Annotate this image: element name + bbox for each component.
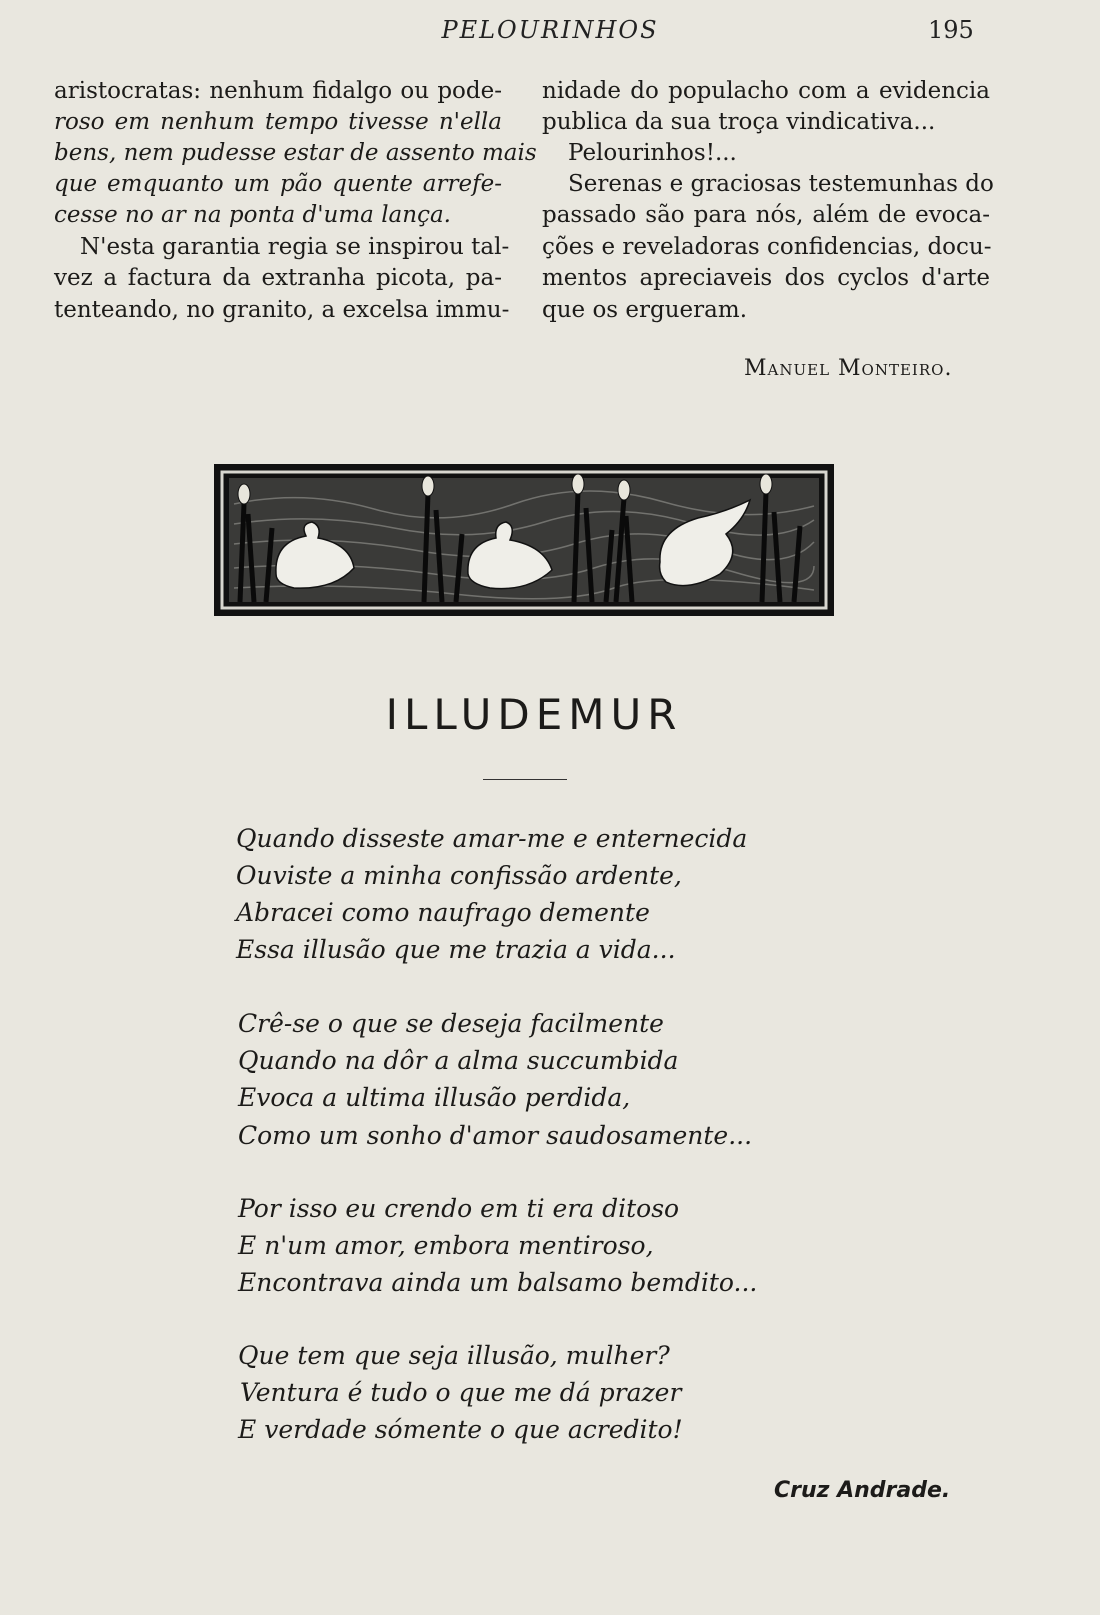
poem-line-10: E n'um amor, embora mentiroso, — [238, 1231, 654, 1260]
poem-line-5: Crê-se o que se deseja facilmente — [238, 1009, 664, 1038]
poem-line-9: Por isso eu crendo em ti era ditoso — [238, 1194, 680, 1223]
left-line-7: vez a factura da extranha picota, pa- — [54, 265, 502, 291]
poem-line-4: Essa illusão que me trazia a vida... — [236, 935, 676, 964]
poem-line-6: Quando na dôr a alma succumbida — [238, 1046, 679, 1075]
author-signature-cruz-andrade: Cruz Andrade. — [774, 1478, 951, 1503]
right-line-5: passado são para nós, além de evoca- — [542, 202, 990, 228]
left-line-1: aristocratas: nenhum fidalgo ou pode- — [54, 78, 502, 104]
poem-title: ILLUDEMUR — [385, 690, 683, 739]
right-line-7: mentos apreciaveis dos cyclos d'arte — [542, 265, 990, 291]
right-line-2: publica da sua troça vindicativa... — [542, 109, 936, 135]
poem-line-2: Ouviste a minha confissão ardente, — [236, 861, 682, 890]
poem-line-12: Que tem que seja illusão, mulher? — [238, 1341, 670, 1370]
left-line-4: que emquanto um pão quente arrefe- — [54, 171, 502, 197]
decorative-swan-banner — [214, 464, 834, 616]
right-line-8: que os ergueram. — [542, 297, 748, 323]
right-line-6: ções e reveladoras confidencias, docu- — [542, 234, 992, 260]
poem-line-11: Encontrava ainda um balsamo bemdito... — [238, 1268, 758, 1297]
right-line-1: nidade do populacho com a evidencia — [542, 78, 990, 104]
right-line-3: Pelourinhos!... — [568, 140, 737, 166]
right-line-4: Serenas e graciosas testemunhas do — [568, 171, 994, 197]
poem-line-8: Como um sonho d'amor saudosamente... — [238, 1121, 753, 1150]
left-line-5: cesse no ar na ponta d'uma lança. — [54, 202, 451, 228]
poem-line-3: Abracei como naufrago demente — [236, 898, 650, 927]
title-divider — [483, 779, 567, 780]
page-number: 195 — [928, 16, 974, 44]
swan-banner-illustration — [214, 464, 834, 616]
poem-line-7: Evoca a ultima illusão perdida, — [238, 1083, 631, 1112]
running-title: PELOURINHOS — [441, 16, 659, 44]
poem-line-1: Quando disseste amar-me e enternecida — [236, 824, 748, 853]
left-line-3: bens, nem pudesse estar de assento mais — [54, 140, 537, 166]
author-signature-manuel-monteiro: Manuel Monteiro. — [744, 356, 953, 381]
poem-line-13: Ventura é tudo o que me dá prazer — [240, 1378, 682, 1407]
left-line-6: N'esta garantia regia se inspirou tal- — [80, 234, 510, 260]
poem-line-14: E verdade sómente o que acredito! — [238, 1415, 683, 1444]
left-line-8: tenteando, no granito, a excelsa immu- — [54, 297, 510, 323]
left-line-2: roso em nenhum tempo tivesse n'ella — [54, 109, 502, 135]
